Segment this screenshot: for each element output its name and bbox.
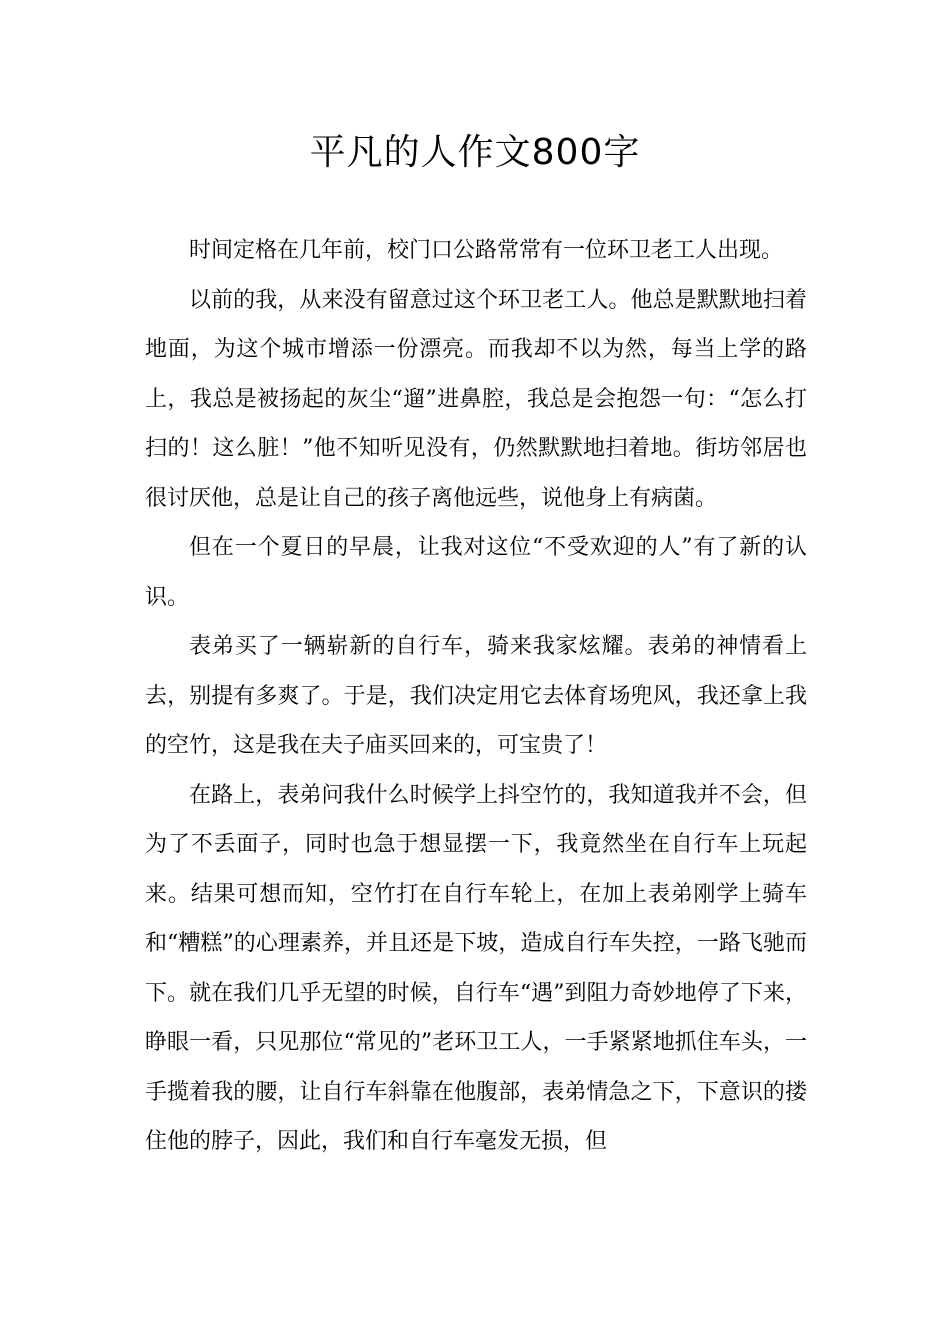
paragraph: 表弟买了一辆崭新的自行车，骑来我家炫耀。表弟的神情看上去，别提有多爽了。于是，我们决定用它去体育场兜风，我还拿上我的空竹，这是我在夫子庙买回来的，可宝贵了！ [145, 634, 807, 758]
paragraph: 以前的我，从来没有留意过这个环卫老工人。他总是默默地扫着地面，为这个城市增添一份漂亮。而我却不以为然，每当上学的路上，我总是被扬起的灰尘“遛”进鼻腔，我总是会抱怨一句：“怎么打扫的！这么脏！”他不知听见没有，仍然默默地扫着地。街坊邻居也很讨厌他，总是让自己的孩子离他远些，说他身上有病菌。 [145, 287, 807, 511]
article-body [145, 226, 807, 1167]
paragraph: 但在一个夏日的早晨，让我对这位“不受欢迎的人”有了新的认识。 [145, 535, 807, 610]
paragraph: 在路上，表弟问我什么时候学上抖空竹的，我知道我并不会，但为了不丢面子，同时也急于想显摆一下，我竟然坐在自行车上玩起来。结果可想而知，空竹打在自行车轮上，在加上表弟刚学上骑车和“糟糕”的心理素养，并且还是下坡，造成自行车失控，一路飞驰而下。就在我们几乎无望的时候，自行车“遇”到阻力奇妙地停了下来，睁眼一看，只见那位“常见的”老环卫工人，一手紧紧地抓住车头，一手揽着我的腰，让自行车斜靠在他腹部，表弟情急之下，下意识的搂住他的脖子，因此，我们和自行车毫发无损，但 [145, 782, 807, 1154]
page-title: 平凡的人作文800字 [309, 132, 641, 173]
paragraph: 时间定格在几年前，校门口公路常常有一位环卫老工人出现。 [189, 238, 784, 263]
